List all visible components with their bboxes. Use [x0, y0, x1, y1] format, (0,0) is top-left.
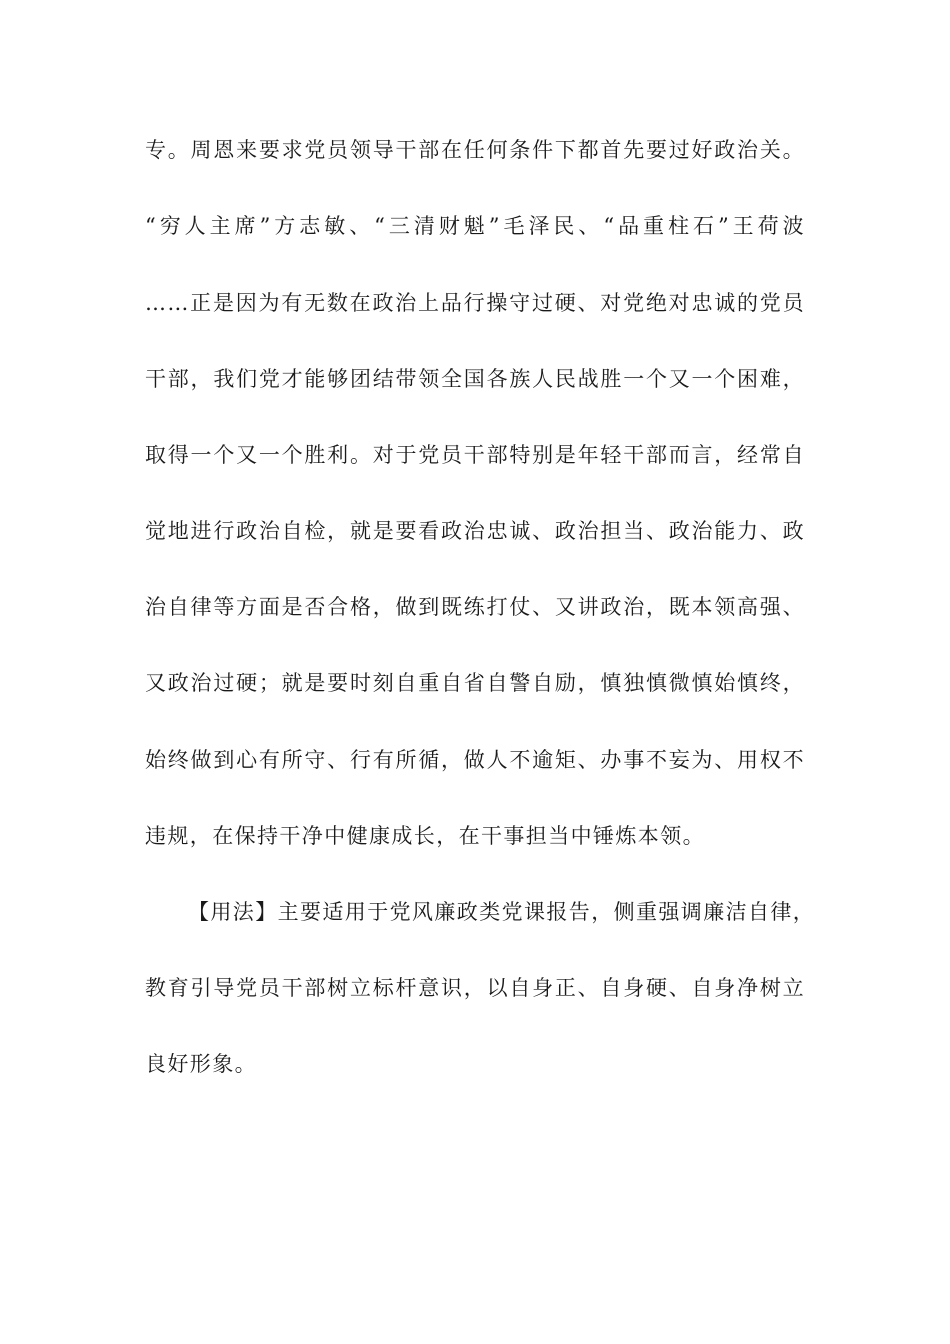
text-line: 专。周恩来要求党员领导干部在任何条件下都首先要过好政治关。 — [145, 138, 805, 162]
text-line: 觉地进行政治自检，就是要看政治忠诚、政治担当、政治能力、政 — [145, 519, 805, 543]
text-line: 干部，我们党才能够团结带领全国各族人民战胜一个又一个困难， — [145, 367, 805, 391]
text-line: 【用法】主要适用于党风廉政类党课报告，侧重强调廉洁自律， — [188, 900, 816, 924]
text-line: 教育引导党员干部树立标杆意识，以自身正、自身硬、自身净树立 — [145, 976, 805, 1000]
text-line: 良好形象。 — [145, 1052, 257, 1076]
text-line: 治自律等方面是否合格，做到既练打仗、又讲政治，既本领高强、 — [145, 595, 805, 619]
text-line: 违规，在保持干净中健康成长，在干事担当中锤炼本领。 — [145, 824, 705, 848]
text-line: 又政治过硬；就是要时刻自重自省自警自励，慎独慎微慎始慎终， — [145, 671, 805, 695]
text-line: 取得一个又一个胜利。对于党员干部特别是年轻干部而言，经常自 — [145, 443, 805, 467]
text-line: 始终做到心有所守、行有所循，做人不逾矩、办事不妄为、用权不 — [145, 748, 805, 772]
text-line: ……正是因为有无数在政治上品行操守过硬、对党绝对忠诚的党员 — [145, 291, 805, 315]
text-line: “穷人主席”方志敏、“三清财魁”毛泽民、“品重柱石”王荷波 — [145, 214, 805, 238]
